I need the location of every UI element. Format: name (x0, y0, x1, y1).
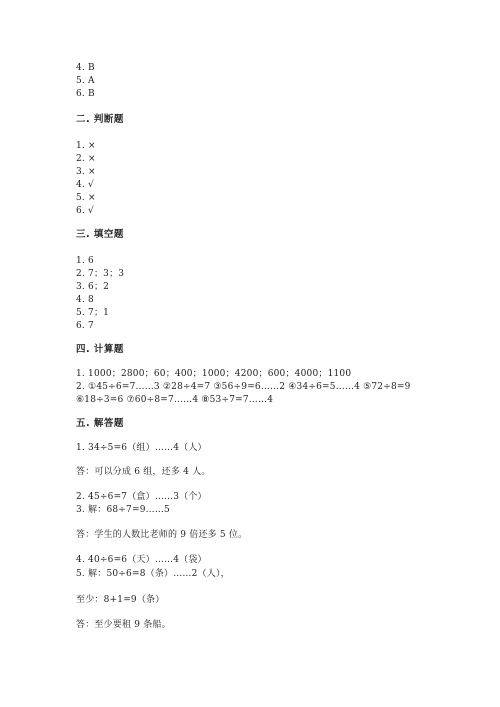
problem-5-step: 至少：8+1=9（条） (76, 595, 165, 605)
problem-3-answer: 答：学生的人数比老师的 9 倍还多 5 位。 (76, 530, 248, 540)
fill-answer-4: 4. 8 (76, 295, 94, 305)
problem-5-equation: 5. 解：50÷6=8（条）……2（人）， (76, 569, 230, 579)
problem-1-answer: 答：可以分成 6 组，还多 4 人。 (76, 467, 211, 477)
judgment-answer-1: 1. × (76, 141, 96, 151)
judgment-answer-2: 2. × (76, 154, 96, 164)
calc-line-1: 1. 1000；2800；60；400；1000；4200；600；4000；1100 (76, 369, 352, 379)
fill-answer-1: 1. 6 (76, 256, 94, 266)
problem-4-equation: 4. 40÷6=6（天）……4（袋） (76, 555, 207, 565)
choice-answer-5: 5. A (76, 76, 95, 86)
choice-answer-4: 4. B (76, 63, 95, 73)
calc-line-3: ⑥18÷3=6 ⑦60÷8=7……4 ⑧53÷7=7……4 (76, 395, 274, 405)
judgment-answer-4: 4. √ (76, 180, 94, 190)
problem-5-answer: 答：至少要租 9 条船。 (76, 620, 171, 630)
judgment-answer-5: 5. × (76, 193, 96, 203)
judgment-answer-3: 3. × (76, 167, 96, 177)
problem-3-equation: 3. 解：68÷7=9……5 (76, 505, 170, 515)
fill-answer-3: 3. 6；2 (76, 282, 110, 292)
section-heading-calculation: 四. 计算题 (76, 344, 124, 355)
problem-2-equation: 2. 45÷6=7（盒）……3（个） (76, 492, 207, 502)
calc-line-2: 2. ①45÷6=7……3 ②28÷4=7 ③56÷9=6……2 ④34÷6=5……4 ⑤72÷8=9 (76, 382, 411, 392)
choice-answer-6: 6. B (76, 89, 95, 99)
section-heading-judgment: 二. 判断题 (76, 114, 124, 125)
fill-answer-5: 5. 7；1 (76, 308, 110, 318)
judgment-answer-6: 6. √ (76, 206, 94, 216)
section-heading-word-problems: 五. 解答题 (76, 418, 124, 429)
fill-answer-2: 2. 7；3；3 (76, 269, 125, 279)
fill-answer-6: 6. 7 (76, 321, 94, 331)
problem-1-equation: 1. 34÷5=6（组）……4（人） (76, 443, 207, 453)
section-heading-fill-blank: 三. 填空题 (76, 229, 124, 240)
